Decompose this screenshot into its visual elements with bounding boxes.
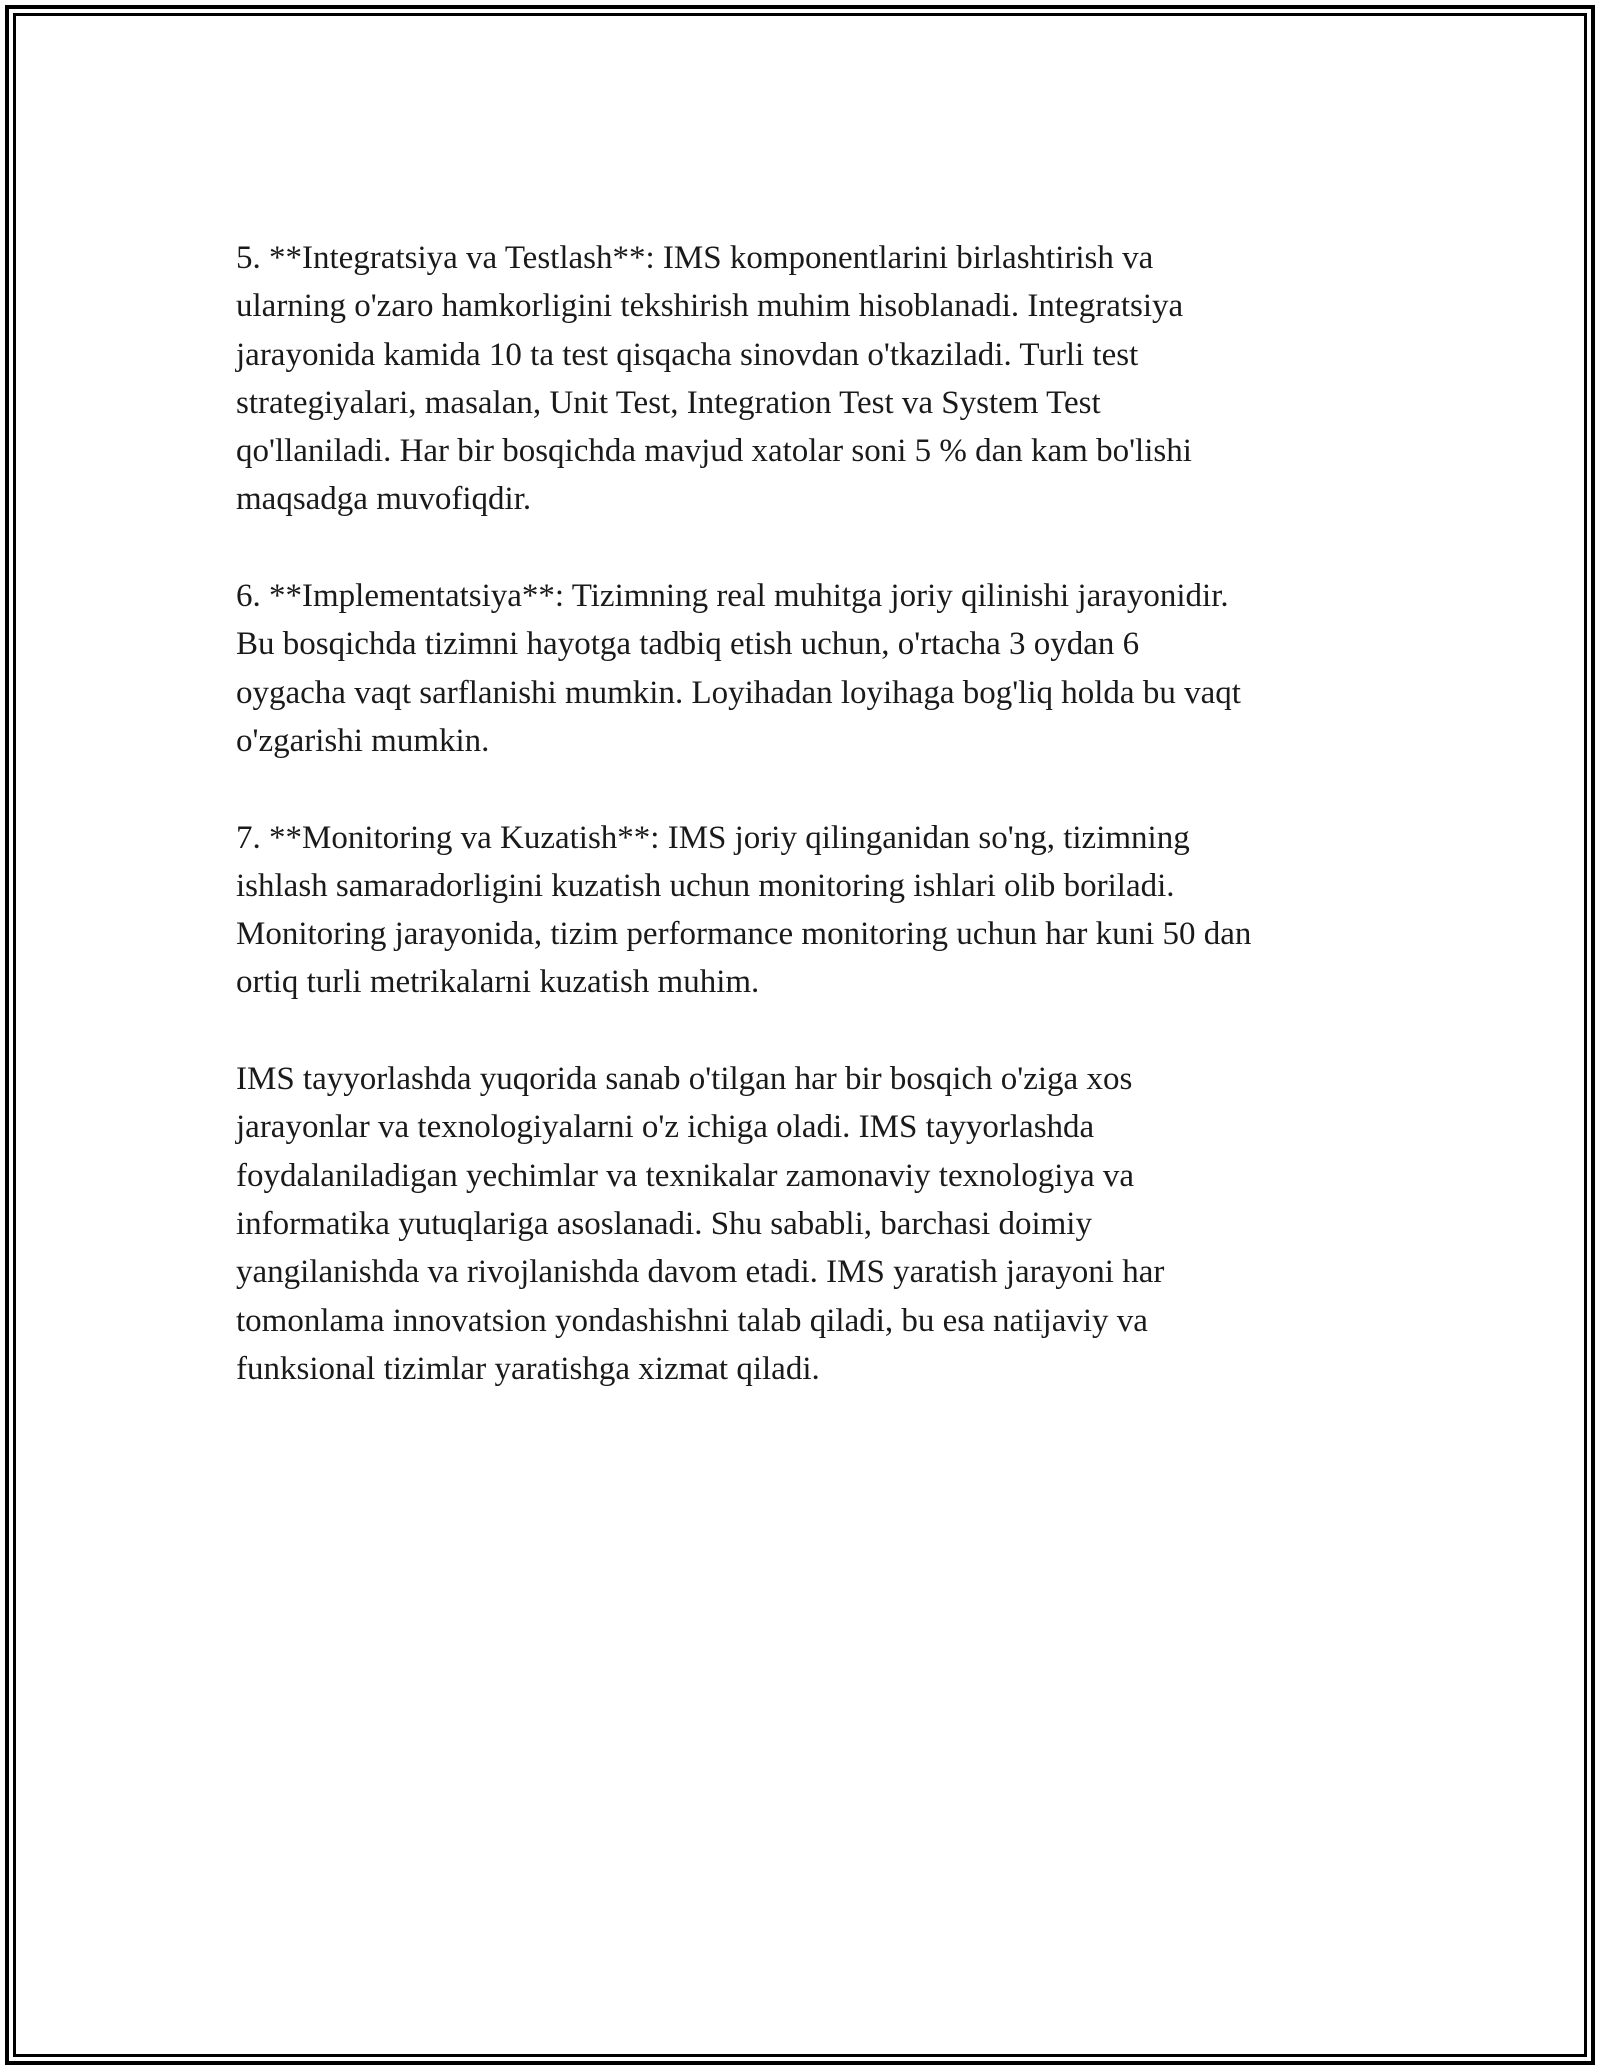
paragraph-integration-testing: 5. **Integratsiya va Testlash**: IMS komponentlarini birlashtirish va ularning o'zaro hamkorligini tekshirish muhim hisoblanadi. Integratsiya jarayonida kamida 10 ta test qisqacha sinovdan o'tkaziladi. Turli test strategiyalari, masalan, Unit Test, Integration Test va System Test qo'llaniladi. Har bir bosqichda mavjud xatolar soni 5 % dan kam bo'lishi maqsadga muvofiqdir. (236, 240, 1192, 518)
document-body (236, 234, 1376, 1441)
paragraph-conclusion: IMS tayyorlashda yuqorida sanab o'tilgan har bir bosqich o'ziga xos jarayonlar va texnologiyalarni o'z ichiga oladi. IMS tayyorlashda foydalaniladigan yechimlar va texnikalar zamonaviy texnologiya va informatika yutuqlariga asoslanadi. Shu sababli, barchasi doimiy yangilanishda va rivojlanishda davom etadi. IMS yaratish jarayoni har tomonlama innovatsion yondashishni talab qiladi, bu esa natijaviy va funksional tizimlar yaratishga xizmat qiladi. (236, 1061, 1165, 1387)
paragraph-monitoring: 7. **Monitoring va Kuzatish**: IMS joriy qilinganidan so'ng, tizimning ishlash samaradorligini kuzatish uchun monitoring ishlari olib boriladi. Monitoring jarayonida, tizim performance monitoring uchun har kuni 50 dan ortiq turli metrikalarni kuzatish muhim. (236, 819, 1252, 1001)
paragraph-implementation: 6. **Implementatsiya**: Tizimning real muhitga joriy qilinishi jarayonidir. Bu bosqichda tizimni hayotga tadbiq etish uchun, o'rtacha 3 oydan 6 oygacha vaqt sarflanishi mumkin. Loyihadan loyihaga bog'liq holda bu vaqt o'zgarishi mumkin. (236, 578, 1241, 759)
